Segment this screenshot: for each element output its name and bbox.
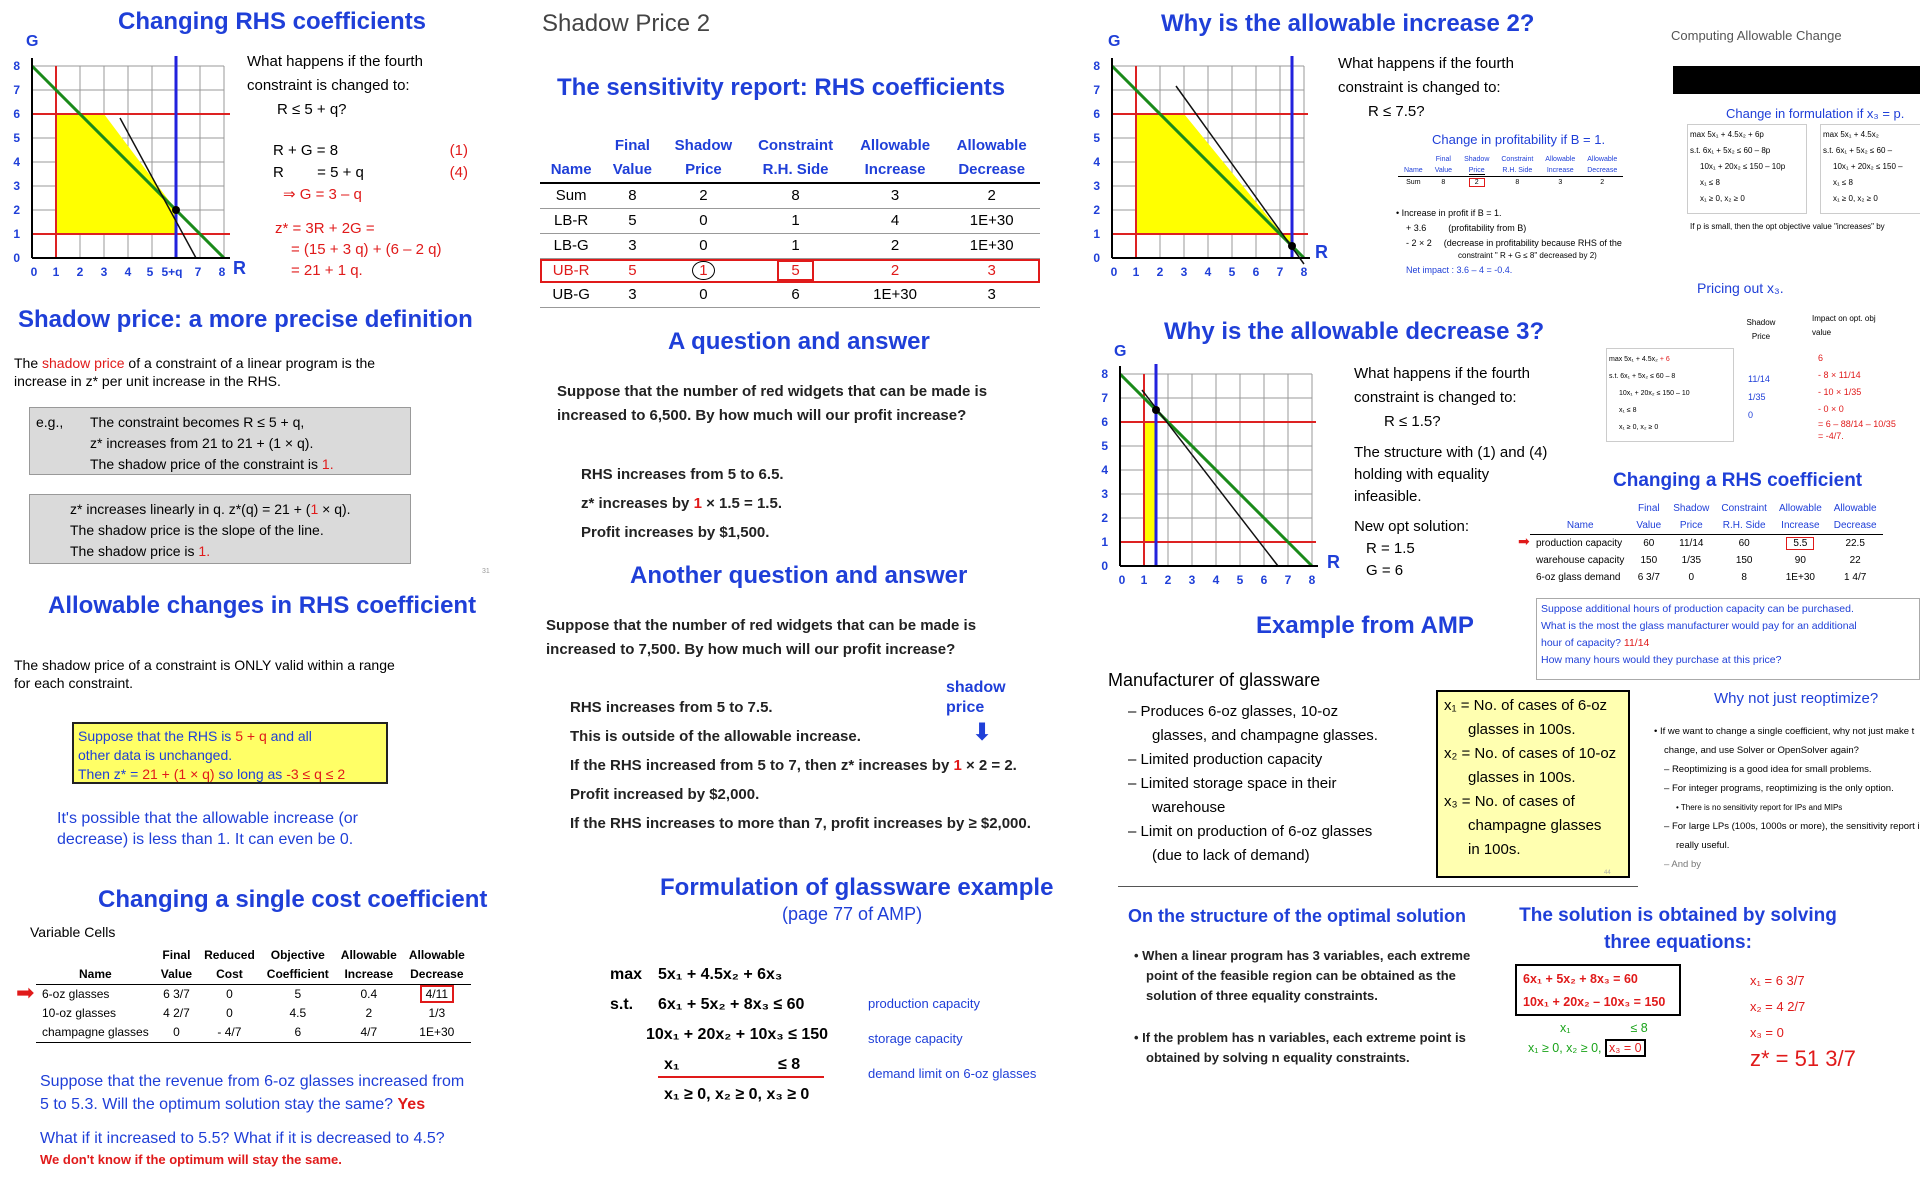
svg-text:7: 7 <box>1276 265 1284 278</box>
s8-title: Formulation of glassware example <box>660 874 1054 901</box>
svg-text:8: 8 <box>13 59 20 73</box>
s9-title: Why is the allowable increase 2? <box>1161 10 1535 37</box>
table-row: Sum 8 2 8 3 2 <box>540 183 1040 209</box>
table-row: warehouse capacity 150 1/35 150 90 22 <box>1536 555 1861 566</box>
svg-text:4: 4 <box>124 265 132 278</box>
s12-title: Change in formulation if x₃ = p. <box>1726 106 1905 121</box>
svg-text:R: R <box>1315 242 1328 262</box>
s16-title: Why not just reoptimize? <box>1714 690 1879 707</box>
s1-feasible-region <box>56 114 176 234</box>
s13-model: max 5x₁ + 4.5x₂ + 6 s.t. 6x₁ + 5x₂ ≤ 60 – 8 10x₁ + 20x₂ ≤ 150 – 10 x₁ ≤ 8 x₁ ≥ 0, x₂ ≥ 0 <box>1606 348 1734 442</box>
s1-equations: R + G = 8 (1) R = 5 + q (4) ⇒ G = 3 – q <box>273 142 468 203</box>
s4-title: Changing a single cost coefficient <box>98 886 488 913</box>
svg-text:4: 4 <box>13 155 20 169</box>
svg-text:3: 3 <box>1180 265 1188 278</box>
svg-text:2: 2 <box>1093 203 1100 217</box>
svg-text:2: 2 <box>1101 511 1108 525</box>
svg-text:1: 1 <box>1093 227 1100 241</box>
svg-text:1: 1 <box>1101 535 1108 549</box>
svg-text:7: 7 <box>13 83 20 97</box>
svg-text:6: 6 <box>1260 573 1268 587</box>
s8-subtitle: (page 77 of AMP) <box>782 904 923 924</box>
svg-text:1: 1 <box>1132 265 1140 278</box>
s7-answer: RHS increases from 5 to 7.5. This is outside of the allowable increase. If the RHS increased from 5 to 7, then z* increases by 1 × 2 = 2. Profit increased by $2,000. If the RHS increases to more than 7, profit increases by ≥ $2,000. <box>570 699 1031 832</box>
s1-graph <box>0 28 250 278</box>
s6-answer: RHS increases from 5 to 6.5. z* increases by 1 × 1.5 = 1.5. Profit increases by $1,500. <box>581 466 784 541</box>
s4-variable-table: Final Reduced Objective Allowable Allowable Name Value Cost Coefficient Increase Decrease 6-oz glasses 6 3/7 0 5 0.4 4/11 10-oz glasses 4 2/7 0 4.5 2 1/3 champagne glasses 0 - 4/7 6 4/7 1E+30 <box>36 946 471 1043</box>
s15-divider <box>1118 886 1638 887</box>
svg-text:7: 7 <box>1101 391 1108 405</box>
table-row: champagne glasses 0 - 4/7 6 4/7 1E+30 <box>36 1023 471 1043</box>
s16-text: • If we want to change a single coefficient, why not just make t change, and use Solver or OpenSolver again? – Reoptimizing is a good idea for small problems. – For integer programs, reoptimizing is the only option. • There is no sensitivity report for IPs and MIPs – For large LPs (100s, 1000s or more), the sensitivity report i really useful. – And by <box>1654 726 1920 870</box>
s6-question: Suppose that the number of red widgets that can be made is increased to 6,500. By how much will our profit increase? <box>557 383 988 424</box>
s3-yellow-box: Suppose that the RHS is 5 + q and all other data is unchanged. Then z* = 21 + (1 × q) so long as -3 ≤ q ≤ 2 <box>72 722 388 784</box>
down-arrow-icon: ⬇ <box>972 719 993 746</box>
s4-label: Variable Cells <box>30 924 116 940</box>
s12-small-title: Computing Allowable Change <box>1671 28 1842 43</box>
svg-text:8: 8 <box>1300 265 1308 278</box>
svg-text:6: 6 <box>13 107 20 121</box>
s4-question2: What if it increased to 5.5? What if it is decreased to 4.5? <box>40 1130 445 1147</box>
s18-title: The solution is obtained by solving three equations: <box>1519 905 1837 953</box>
s2-definition: The shadow price of a constraint of a linear program is the increase in z* per unit increase in the RHS. <box>14 355 376 389</box>
s14-arrow-icon: ➡ <box>1518 533 1530 549</box>
s4-arrow-icon: ➡ <box>16 980 35 1005</box>
svg-text:7: 7 <box>1093 83 1100 97</box>
svg-text:8: 8 <box>1093 59 1100 73</box>
s1-yticks <box>13 59 20 265</box>
svg-text:5: 5 <box>1236 573 1244 587</box>
svg-text:2: 2 <box>13 203 20 217</box>
svg-text:0: 0 <box>1093 251 1100 265</box>
s1-axis-r: R <box>233 258 246 278</box>
s13-shadow-prices: 11/14 1/35 0 <box>1748 374 1770 420</box>
s7-shadow-label: shadow price <box>946 679 1006 716</box>
s18-zstar: z* = 51 3/7 <box>1750 1046 1856 1071</box>
s4-answer2: We don't know if the optimum will stay the same. <box>40 1152 342 1167</box>
svg-text:7: 7 <box>1284 573 1292 587</box>
svg-text:5: 5 <box>1093 131 1100 145</box>
svg-text:6: 6 <box>1093 107 1100 121</box>
s8-labels: production capacity storage capacity demand limit on 6-oz glasses <box>868 996 1037 1081</box>
svg-text:1: 1 <box>13 227 20 241</box>
svg-text:3: 3 <box>100 265 108 278</box>
svg-text:7: 7 <box>194 265 202 278</box>
s14-callout: Suppose additional hours of production capacity can be purchased. What is the most the glass manufacturer would pay for an additional hour of capacity? 11/14 How many hours would they purchase at this price? <box>1536 598 1920 680</box>
svg-text:4: 4 <box>1101 463 1108 477</box>
s1-zstar: z* = 3R + 2G = = (15 + 3 q) + (6 – 2 q) = 21 + 1 q. <box>275 220 442 279</box>
s11-mini-table: Final Shadow Constraint Allowable Allowable Name Value Price R.H. Side Increase Decrease Sum 8 2 8 3 2 <box>1398 154 1623 188</box>
s2-page-number: 31 <box>482 568 490 575</box>
s6-title: A question and answer <box>668 328 930 355</box>
s1-opt-point <box>172 206 180 214</box>
svg-text:0: 0 <box>1118 573 1126 587</box>
s12-model-1: max 5x₁ + 4.5x₂ + 6p s.t. 6x₁ + 5x₂ ≤ 60 – 8p 10x₁ + 20x₂ ≤ 150 – 10p x₁ ≤ 8 x₁ ≥ 0, x₂ ≥ 0 <box>1687 124 1807 214</box>
s2-linear-box: z* increases linearly in q. z*(q) = 21 + (1 × q). The shadow price is the slope of the line. The shadow price is 1. <box>29 494 411 564</box>
svg-text:8: 8 <box>218 265 226 278</box>
s12-black-bar <box>1673 66 1920 94</box>
s12-note: If p is small, then the opt objective value "increases" by <box>1690 222 1885 231</box>
s15-heading: Manufacturer of glassware <box>1108 670 1321 690</box>
table-row: 10-oz glasses 4 2/7 0 4.5 2 1/3 <box>42 1006 446 1020</box>
svg-text:4: 4 <box>1212 573 1220 587</box>
s13-impacts: 6 - 8 × 11/14 - 10 × 1/35 - 0 × 0 = 6 – 88/14 – 10/35 = -4/7. <box>1818 353 1896 441</box>
s10-title: Why is the allowable decrease 3? <box>1164 318 1545 345</box>
svg-text:1: 1 <box>52 265 60 278</box>
svg-text:R: R <box>1327 552 1340 572</box>
s1-axis-g: G <box>26 33 39 50</box>
s4-question: Suppose that the revenue from 6-oz glasses increased from 5 to 5.3. Will the optimum solution stay the same? Yes <box>40 1073 465 1113</box>
s7-question: Suppose that the number of red widgets that can be made is increased to 7,500. By how much will our profit increase? <box>546 617 977 658</box>
s17-text: • When a linear program has 3 variables, each extreme point of the feasible region can be obtained as the solution of three equality constraints. • If the problem has n variables, each extreme point is obtained by solving n equality constraints. <box>1134 948 1471 1065</box>
s15-page-number: 44 <box>1604 870 1611 876</box>
s1-question: What happens if the fourth constraint is changed to: R ≤ 5 + q? <box>247 53 423 118</box>
svg-text:3: 3 <box>1101 487 1108 501</box>
svg-text:6: 6 <box>1252 265 1260 278</box>
table-row: UB-G 3 0 6 1E+30 3 <box>540 283 1040 308</box>
s15-variables-box: x₁ = No. of cases of 6-oz glasses in 100s. x₂ = No. of cases of 10-oz glasses in 100s. x₃ = No. of cases of champagne glasses in 100s. <box>1436 690 1630 878</box>
svg-text:8: 8 <box>1101 367 1108 381</box>
s18-equations-box: 6x₁ + 5x₂ + 8x₃ = 60 10x₁ + 20x₂ – 10x₃ = 150 <box>1515 964 1681 1016</box>
svg-text:0: 0 <box>30 265 38 278</box>
s13-header-shadow: Shadow Price <box>1746 318 1776 341</box>
s1-xticks <box>31 265 226 278</box>
svg-text:3: 3 <box>1188 573 1196 587</box>
svg-text:6: 6 <box>1101 415 1108 429</box>
s9-graph <box>1088 28 1338 278</box>
svg-text:2: 2 <box>1164 573 1172 587</box>
svg-text:8: 8 <box>1308 573 1316 587</box>
svg-text:5: 5 <box>1101 439 1108 453</box>
table-row: 6-oz glass demand 6 3/7 0 8 1E+30 1 4/7 <box>1536 572 1867 583</box>
svg-text:3: 3 <box>13 179 20 193</box>
s9-question: What happens if the fourth constraint is changed to: R ≤ 7.5? <box>1338 55 1514 120</box>
svg-text:0: 0 <box>13 251 20 265</box>
s18-bounds: x₁ ≤ 8 x₁ ≥ 0, x₂ ≥ 0, x₃ = 0 <box>1528 1021 1648 1055</box>
s13-title: Pricing out x₃. <box>1697 280 1784 296</box>
s7-title: Another question and answer <box>630 562 968 589</box>
s10-new-solution: New opt solution: R = 1.5 G = 6 <box>1354 518 1470 579</box>
s15-title: Example from AMP <box>1256 612 1474 639</box>
s10-structure: The structure with (1) and (4) holding with equality infeasible. <box>1354 444 1548 505</box>
s11-title: Change in profitability if B = 1. <box>1432 132 1606 147</box>
svg-text:0: 0 <box>1101 559 1108 573</box>
s13-header-impact: Impact on opt. obj value <box>1812 314 1876 337</box>
s10-graph <box>1098 338 1348 588</box>
svg-text:5: 5 <box>146 265 154 278</box>
svg-text:G: G <box>1114 343 1127 360</box>
s10-question: What happens if the fourth constraint is changed to: R ≤ 1.5? <box>1354 365 1530 430</box>
s14-rhs-table: Final Shadow Constraint Allowable Allowable Name Value Price R.H. Side Increase Decrease production capacity 60 11/14 60 5.5 22.5 warehouse capacity 150 1/35 150 90 22 6-oz glass demand 6 3/7 0 8 1E+30 1 4/7 <box>1530 500 1883 586</box>
s9-axis-g: G <box>1108 33 1121 50</box>
s3-text: The shadow price of a constraint is ONLY valid within a range for each constraint. <box>14 657 395 691</box>
s12-model-2: max 5x₁ + 4.5x₂ s.t. 6x₁ + 5x₂ ≤ 60 – 10x₁ + 20x₂ ≤ 150 – x₁ ≤ 8 x₁ ≥ 0, x₂ ≥ 0 <box>1820 124 1920 214</box>
svg-text:4: 4 <box>1093 155 1100 169</box>
svg-text:2: 2 <box>76 265 84 278</box>
svg-text:5: 5 <box>13 131 20 145</box>
table-row: LB-G 3 0 1 2 1E+30 <box>540 234 1040 259</box>
table-row-highlight: UB-R 5 1 5 2 3 <box>540 259 1040 284</box>
s3-note: It's possible that the allowable increase (or decrease) is less than 1. It can even be 0. <box>57 810 358 848</box>
table-row: LB-R 5 0 1 4 1E+30 <box>540 209 1040 234</box>
svg-text:3: 3 <box>1093 179 1100 193</box>
s11-notes: • Increase in profit if B = 1. + 3.6 (profitability from B) - 2 × 2 (decrease in profitability because RHS of the constraint " R + G ≤ 8" decreased by 2) Net impact : 3.6 – 4 = -0.4. <box>1396 208 1622 275</box>
table-row: production capacity 60 11/14 60 5.5 22.5 <box>1536 538 1865 549</box>
s5-rhs-table: Final Shadow Constraint Allowable Allowable Name Value Price R.H. Side Increase Decrease Sum 8 2 8 3 2 LB-R 5 0 1 4 1E+30 LB-G 3 0 1 2 1E+30 UB-R 5 1 5 2 3 UB-G 3 0 6 1E+30 3 <box>540 134 1040 308</box>
s14-title: Changing a RHS coefficient <box>1613 470 1863 491</box>
svg-text:2: 2 <box>1156 265 1164 278</box>
svg-text:1: 1 <box>1140 573 1148 587</box>
s5-subtitle: The sensitivity report: RHS coefficients <box>557 74 1006 101</box>
svg-text:0: 0 <box>1110 265 1118 278</box>
svg-text:5+q: 5+q <box>161 265 183 278</box>
s5-title: Shadow Price 2 <box>542 10 711 37</box>
s15-bullets: – Produces 6-oz glasses, 10-oz glasses, and champagne glasses. – Limited production capacity – Limited storage space in their warehouse – Limit on production of 6-oz glasses (due to lack of demand) <box>1128 703 1378 864</box>
svg-text:4: 4 <box>1204 265 1212 278</box>
svg-text:5: 5 <box>1228 265 1236 278</box>
s18-solution: x₁ = 6 3/7 x₂ = 4 2/7 x₃ = 0 <box>1750 973 1806 1040</box>
s17-title: On the structure of the optimal solution <box>1128 906 1467 926</box>
s1-title: Changing RHS coefficients <box>118 8 427 35</box>
s2-title: Shadow price: a more precise definition <box>18 306 473 333</box>
s3-title: Allowable changes in RHS coefficient <box>48 592 477 619</box>
s2-example-box: e.g., The constraint becomes R ≤ 5 + q, z* increases from 21 to 21 + (1 × q). The shadow price of the constraint is 1. <box>29 407 411 475</box>
table-row: 6-oz glasses 6 3/7 0 5 0.4 4/11 <box>36 985 471 1005</box>
